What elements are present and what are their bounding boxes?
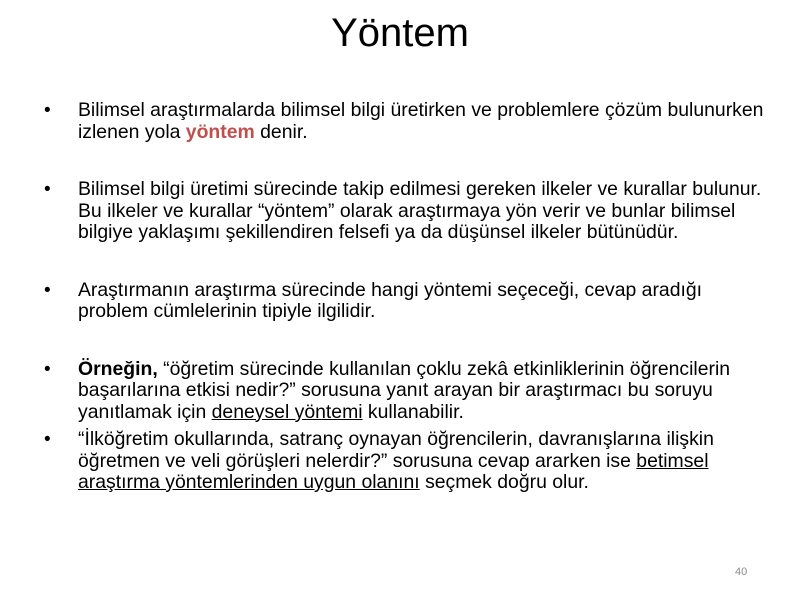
bullet-dot-icon: • xyxy=(44,179,51,200)
bullet-list xyxy=(44,99,768,494)
bullet-5-text-start: “İlköğretim okullarında, satranç oynayan öğrencilerin, davranışlarına ilişkin öğretmen ve veli görüşleri nelerdir?” sorusuna cevap ararken ise xyxy=(78,428,714,472)
highlighted-term-yontem: yöntem xyxy=(185,120,255,143)
bullet-dot-icon: • xyxy=(44,358,51,380)
bullet-item-3 xyxy=(44,278,768,323)
bullet-item-2 xyxy=(44,178,768,244)
page-number: 40 xyxy=(735,566,748,578)
bullet-4-text-end: kullanabilir. xyxy=(362,400,464,423)
bullet-item-4 xyxy=(44,357,768,424)
slide-title: Yöntem xyxy=(331,11,469,55)
example-lead: Örneğin, xyxy=(78,357,158,380)
bullet-1-text-start: Bilimsel araştırmalarda bilimsel bilgi üretirken ve problemlere çözüm bulunurken izlenen yola xyxy=(78,99,764,143)
bullet-item-5 xyxy=(44,428,768,494)
bullet-2-text: Bilimsel bilgi üretimi sürecinde takip edilmesi gereken ilkeler ve kurallar bulunur. Bu ilkeler ve kurallar “yöntem” olarak araştırmaya yön verir ve bunlar bilimsel bilgiye yaklaşımı şekillendiren felsefi ya da düşünsel ilkeler bütünüdür. xyxy=(78,178,762,243)
bullet-4-text-start: “öğretim sürecinde kullanılan çoklu zekâ etkinliklerinin öğrencilerin başarılarına etkisi nedir?” sorusuna yanıt arayan bir araştırmacı bu soruyu yanıtlamak için xyxy=(78,357,731,423)
bullet-5-text-end: seçmek doğru olur. xyxy=(419,471,589,493)
bullet-1-text-end: denir. xyxy=(254,120,308,143)
underlined-term-deneysel: deneysel yöntemi xyxy=(211,400,363,423)
bullet-dot-icon: • xyxy=(44,279,51,301)
bullet-dot-icon: • xyxy=(44,429,51,450)
bullet-item-1 xyxy=(44,99,768,143)
underlined-term-betimsel: betimsel araştırma yöntemlerinden uygun olanını xyxy=(78,449,709,493)
bullet-3-text: Araştırmanın araştırma sürecinde hangi yöntemi seçeceği, cevap aradığı problem cümlelerinin tipiyle ilgilidir. xyxy=(78,278,703,322)
bullet-dot-icon: • xyxy=(44,100,51,121)
